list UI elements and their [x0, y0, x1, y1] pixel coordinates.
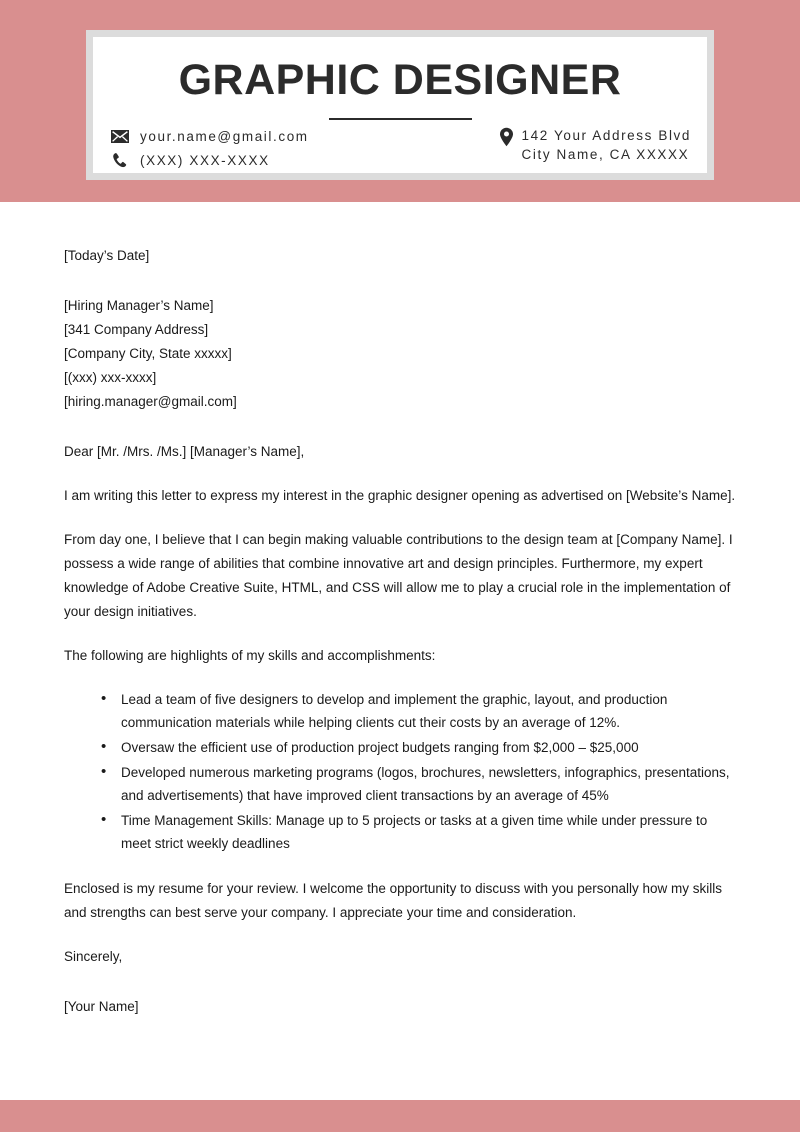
spacer — [64, 857, 736, 877]
contact-email[interactable] — [111, 127, 309, 145]
contact-left-group — [111, 127, 309, 169]
spacer — [64, 668, 736, 688]
envelope-icon — [111, 127, 129, 145]
recipient-line: [341 Company Address] — [64, 322, 209, 337]
address-line-1: 142 Your Address Blvd — [521, 128, 691, 143]
phone-text: (XXX) XXX-XXXX — [140, 152, 270, 168]
spacer — [64, 414, 736, 440]
spacer — [64, 925, 736, 945]
map-pin-icon — [498, 128, 516, 146]
spacer — [64, 268, 736, 294]
spacer — [64, 464, 736, 484]
recipient-line: [Hiring Manager’s Name] — [64, 298, 214, 313]
recipient-line: [Company City, State xxxxx] — [64, 346, 232, 361]
list-item: • Lead a team of five designers to develop and implement the graphic, layout, and production communication materials while helping clients cut their costs by an average of 12%. — [101, 688, 736, 734]
page-title: GRAPHIC DESIGNER — [178, 56, 622, 104]
recipient-line: [hiring.manager@gmail.com] — [64, 394, 237, 409]
contact-address-group[interactable] — [498, 127, 691, 162]
letter-body — [0, 202, 800, 1019]
address-lines — [522, 128, 691, 162]
recipient-block — [64, 294, 736, 414]
phone-icon — [111, 151, 129, 169]
email-text: your.name@gmail.com — [140, 128, 309, 144]
header-card — [86, 30, 714, 180]
address-line-2: City Name, CA XXXXX — [521, 147, 690, 162]
spacer — [64, 969, 736, 995]
list-item: • Time Management Skills: Manage up to 5 projects or tasks at a given time while under pressure to meet strict weekly deadlines — [101, 809, 736, 855]
spacer — [64, 508, 736, 528]
highlights-list — [64, 688, 736, 855]
header-card-inner — [93, 37, 707, 173]
highlights-intro: The following are highlights of my skills and accomplishments: — [64, 648, 436, 663]
list-item: • Developed numerous marketing programs (logos, brochures, newsletters, infographics, presentations, and advertisements) that have improved client transactions by an average of 45% — [101, 761, 736, 807]
footer-band — [0, 1100, 800, 1132]
header-band — [0, 0, 800, 202]
spacer — [64, 624, 736, 644]
title-divider — [329, 118, 472, 120]
body-paragraph: From day one, I believe that I can begin making valuable contributions to the design team at [Company Name]. I possess a wide range of abilities that combine innovative art and design principles. Furthermore, my expert knowledge of Adobe Creative Suite, HTML, and CSS will allow me to play a crucial role in the implementation of your design initiatives. — [64, 532, 733, 619]
closing-paragraph: Enclosed is my resume for your review. I welcome the opportunity to discuss with you personally how my skills and strengths can best serve your company. I appreciate your time and consideration. — [64, 881, 723, 920]
recipient-line: [(xxx) xxx-xxxx] — [64, 370, 157, 385]
contact-row — [93, 127, 707, 169]
intro-paragraph: I am writing this letter to express my interest in the graphic designer opening as advertised on [Website’s Name]. — [64, 488, 736, 503]
contact-phone[interactable] — [111, 151, 309, 169]
signature-name: [Your Name] — [64, 999, 139, 1014]
sign-off: Sincerely, — [64, 949, 123, 964]
list-item: • Oversaw the efficient use of production project budgets ranging from $2,000 – $25,000 — [101, 736, 736, 759]
salutation: Dear [Mr. /Mrs. /Ms.] [Manager’s Name], — [64, 444, 305, 459]
letter-date: [Today’s Date] — [64, 248, 150, 263]
